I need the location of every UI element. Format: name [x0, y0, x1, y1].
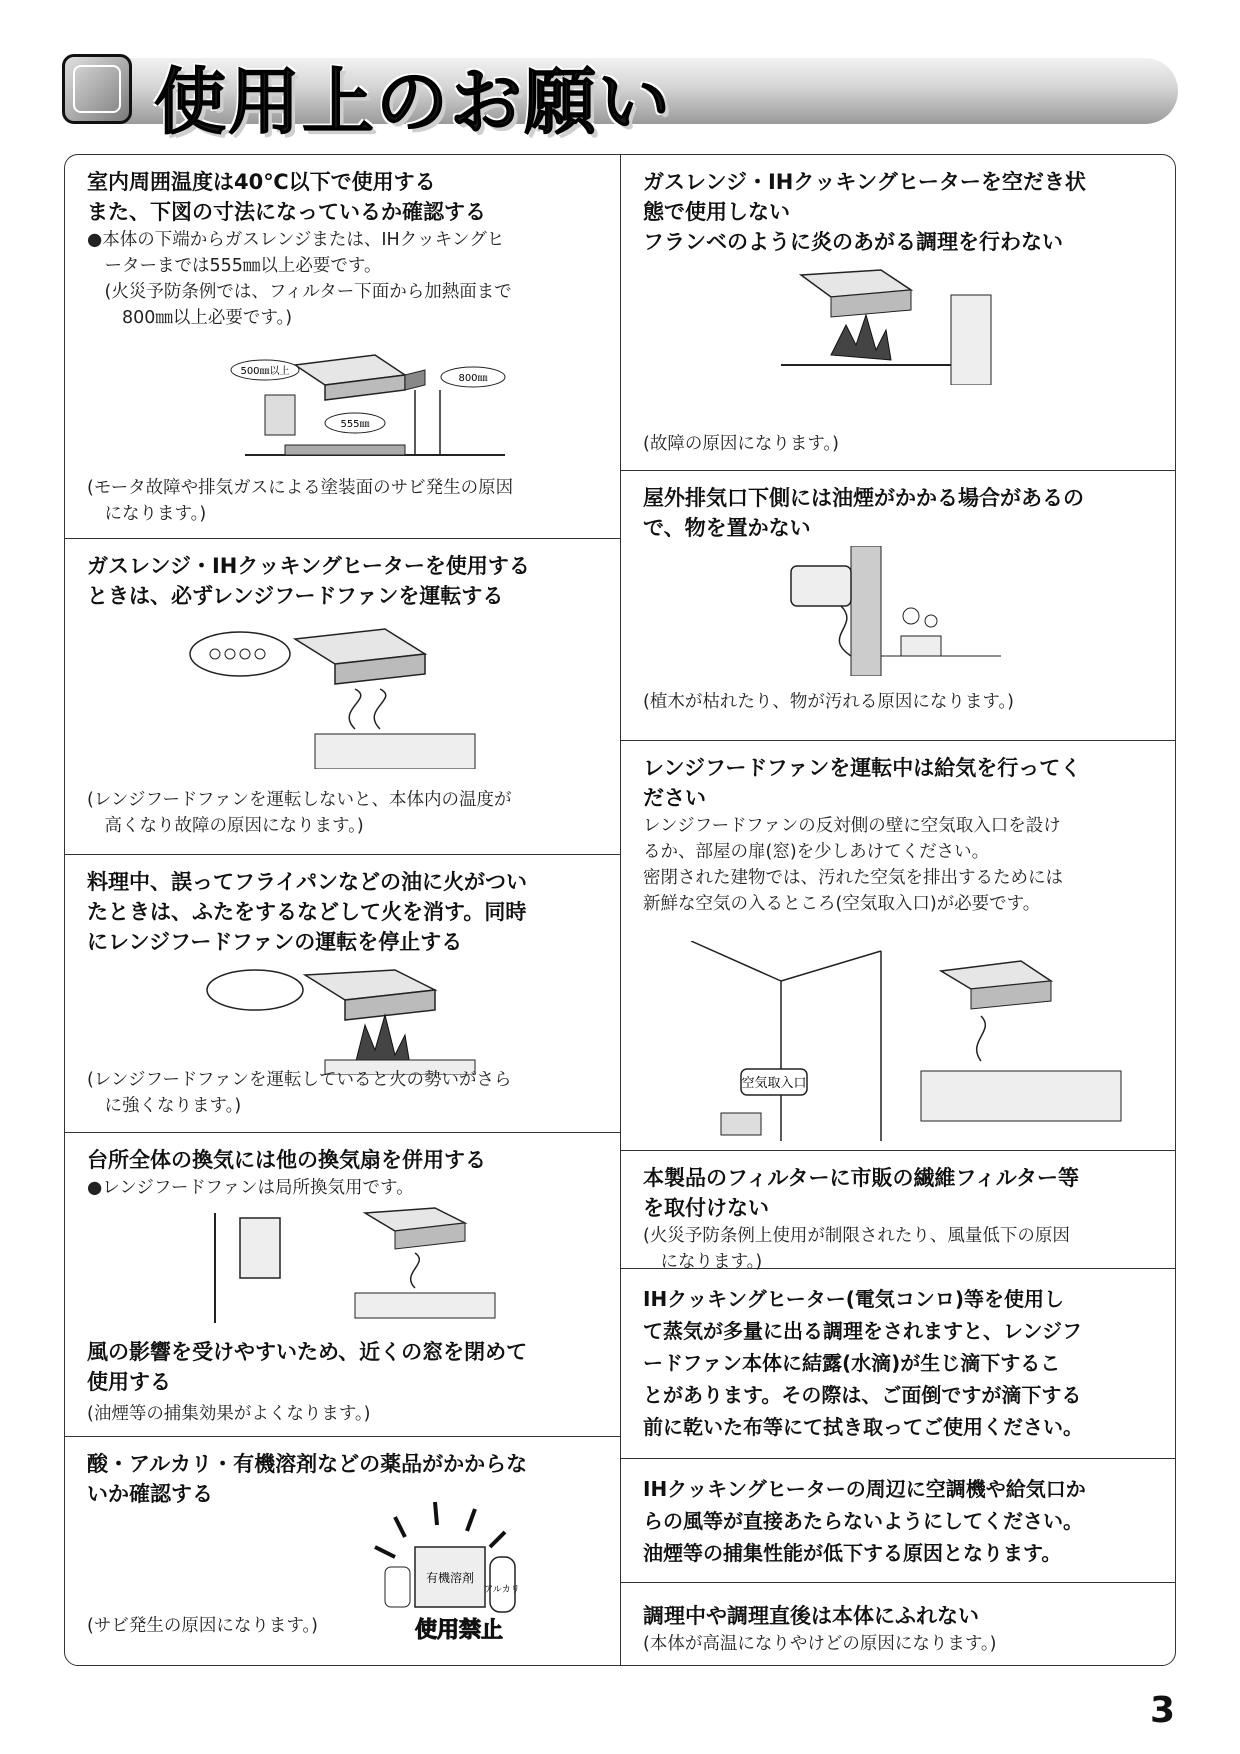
note-line: (火災予防条例上使用が制限されたり、風量低下の原因	[643, 1226, 1070, 1246]
heading-line: 酸・アルカリ・有機溶剤などの薬品がかからな	[87, 1452, 528, 1476]
section-oil-fire	[65, 855, 620, 1133]
body-line: 油煙等の捕集性能が低下する原因となります。	[643, 1541, 1062, 1565]
body-line: IHクッキングヒーターの周辺に空調機や給気口か	[643, 1477, 1086, 1501]
dimension-label-555	[325, 413, 385, 433]
label-ban: 使用禁止	[415, 1618, 504, 1643]
body-line: 前に乾いた布等にて拭き取ってご使用ください。	[643, 1415, 1083, 1439]
heading-line: また、下図の寸法になっているか確認する	[87, 200, 486, 224]
section-hot-surface	[621, 1583, 1175, 1666]
dimension-label-500	[231, 360, 299, 380]
heading-line: 屋外排気口下側には油煙がかかる場合があるの	[643, 486, 1084, 510]
text-line: 新鮮な空気の入るところ(空気取入口)が必要です。	[643, 894, 1041, 914]
section-note	[643, 1223, 1153, 1275]
text-line: (火災予防条例では、フィルター下面から加熱面まで	[87, 282, 512, 302]
page-title: 使用上のお願い	[154, 60, 673, 144]
section-bullet	[87, 227, 598, 331]
heading-line: 室内周囲温度は40℃以下で使用する	[87, 170, 436, 194]
heading-line: ガスレンジ・IHクッキングヒーターを使用する	[87, 554, 530, 578]
header-square-icon	[62, 54, 132, 124]
note-line: になります。)	[643, 1252, 763, 1272]
body-line: ードファン本体に結露(水滴)が生じ滴下するこ	[643, 1351, 1061, 1375]
section-note	[87, 1067, 598, 1119]
body-line: IHクッキングヒーター(電気コンロ)等を使用し	[643, 1287, 1065, 1311]
section-fan-operation	[65, 539, 620, 855]
section-note: (サビ発生の原因になります。)	[87, 1616, 319, 1636]
text-line: ●本体の下端からガスレンジまたは、IHクッキングヒ	[87, 230, 505, 250]
heading-line: 使用する	[87, 1370, 171, 1394]
note-line: (モータ故障や排気ガスによる塗装面のサビ発生の原因	[87, 478, 514, 498]
label-alkali: アルカリ	[484, 1585, 520, 1595]
note-line: (レンジフードファンを運転していると火の勢いがさら	[87, 1070, 512, 1090]
section-body	[643, 1473, 1153, 1569]
section-heading	[87, 551, 598, 611]
label-800: 800㎜	[458, 373, 488, 384]
section-text	[643, 813, 1153, 917]
heading-line: にレンジフードファンの運転を停止する	[87, 930, 463, 954]
section-heading	[643, 753, 1153, 813]
section-additional-ventilation	[65, 1133, 620, 1437]
text-line: ーターまでは555㎜以上必要です。	[87, 256, 382, 276]
section-heading	[643, 1163, 1153, 1223]
text-line: 密閉された建物では、汚れた空気を排出するためには	[643, 868, 1063, 888]
note-line: 高くなり故障の原因になります。)	[87, 816, 364, 836]
section-airflow-warning	[621, 1459, 1175, 1583]
section-condensation	[621, 1269, 1175, 1459]
section-heading: 調理中や調理直後は本体にふれない	[643, 1604, 979, 1628]
note-line: に強くなります。)	[87, 1096, 242, 1116]
section-body	[643, 1283, 1153, 1443]
heading-line: たときは、ふたをするなどして火を消す。同時	[87, 900, 527, 924]
left-column	[65, 155, 621, 1665]
heading-line: ださい	[643, 786, 706, 810]
heading-line: 本製品のフィルターに市販の繊維フィルター等	[643, 1166, 1079, 1190]
content-frame	[64, 154, 1176, 1666]
note-line: (レンジフードファンを運転しないと、本体内の温度が	[87, 790, 512, 810]
text-line: 800㎜以上必要です。)	[87, 308, 293, 328]
heading-line: 風の影響を受けやすいため、近くの窓を閉めて	[87, 1340, 528, 1364]
heading-line: で、物を置かない	[643, 516, 811, 540]
label-air-inlet: 空気取入口	[741, 1076, 807, 1091]
section-heading	[87, 167, 598, 227]
section-no-empty-heating	[621, 155, 1175, 471]
room-ventilation-illustration	[205, 1203, 505, 1323]
section-note	[87, 787, 598, 839]
section-heading	[87, 867, 598, 957]
section-note: (本体が高温になりやけどの原因になります。)	[643, 1634, 997, 1654]
heading-line: フランベのように炎のあがる調理を行わない	[643, 230, 1063, 254]
label-555: 555㎜	[340, 419, 370, 430]
label-500: 500㎜以上	[240, 366, 290, 377]
flambe-fire-illustration	[771, 265, 1001, 385]
heading-line: ときは、必ずレンジフードファンを運転する	[87, 584, 504, 608]
section-heading: 台所全体の換気には他の換気扇を併用する	[87, 1148, 486, 1172]
air-inlet-room-illustration	[681, 941, 1131, 1141]
range-hood-dimension-illustration	[225, 345, 515, 465]
section-temperature	[65, 155, 620, 539]
body-line: とがあります。その際は、ご面倒ですが滴下する	[643, 1383, 1082, 1407]
section-no-textile-filter	[621, 1151, 1175, 1272]
section-heading	[643, 483, 1153, 543]
heading-line: レンジフードファンを運転中は給気を行ってく	[643, 756, 1082, 780]
heading-line: いか確認する	[87, 1482, 213, 1506]
section-note: (故障の原因になります。)	[643, 434, 840, 454]
section-note: (油煙等の捕集効果がよくなります。)	[87, 1404, 371, 1424]
page-number: 3	[1150, 1690, 1176, 1731]
section-note: (植木が枯れたり、物が汚れる原因になります。)	[643, 692, 1015, 712]
body-line: て蒸気が多量に出る調理をされますと、レンジフ	[643, 1319, 1082, 1343]
heading-line: 態で使用しない	[643, 200, 790, 224]
section-note	[87, 475, 598, 527]
note-line: になります。)	[87, 504, 207, 524]
section-outdoor-exhaust	[621, 471, 1175, 741]
section-bullet: ●レンジフードファンは局所換気用です。	[87, 1178, 414, 1198]
section-chemicals	[65, 1437, 620, 1666]
outdoor-vent-plant-illustration	[781, 546, 1011, 676]
range-hood-fire-illustration	[205, 965, 485, 1075]
text-line: レンジフードファンの反対側の壁に空気取入口を設け	[643, 816, 1061, 836]
range-hood-steam-illustration	[185, 619, 485, 769]
section-heading	[643, 167, 1153, 257]
section-heading	[87, 1337, 598, 1397]
page-header	[62, 44, 1178, 144]
section-air-supply	[621, 741, 1175, 1151]
heading-line: を取付けない	[643, 1196, 769, 1220]
right-column	[621, 155, 1175, 1665]
heading-line: 料理中、誤ってフライパンなどの油に火がつい	[87, 870, 527, 894]
text-line: るか、部屋の扉(窓)を少しあけてください。	[643, 842, 990, 862]
label-solvent: 有機溶剤	[425, 1571, 475, 1585]
dimension-label-800	[441, 367, 505, 387]
body-line: らの風等が直接あたらないようにしてください。	[643, 1509, 1083, 1533]
heading-line: ガスレンジ・IHクッキングヒーターを空だき状	[643, 170, 1086, 194]
